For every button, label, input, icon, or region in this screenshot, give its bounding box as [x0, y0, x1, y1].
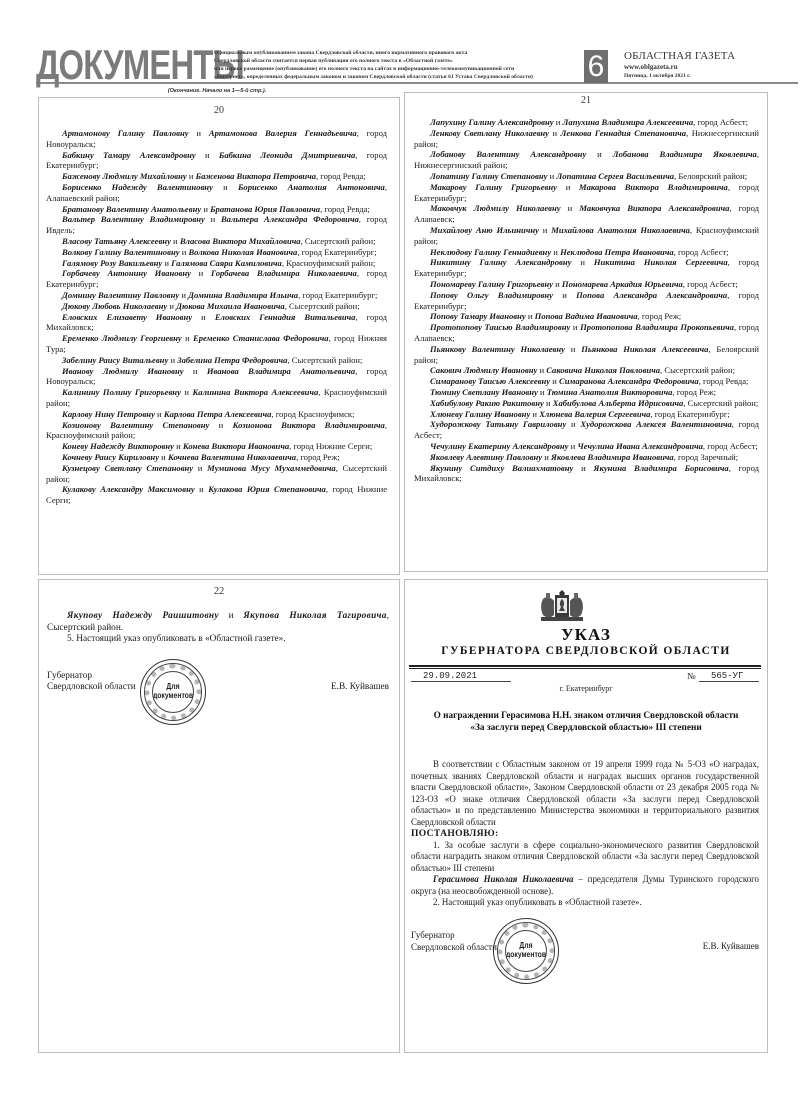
award-entry: Хлюневу Галину Ивановну и Хлюнева Валерия Сергеевича, город Екатеринбург; [430, 408, 730, 419]
signatory-title: Губернатор Свердловской области [411, 930, 497, 952]
decree-city: г. Екатеринбург [559, 684, 613, 693]
header-rule [409, 665, 761, 669]
award-entry: Чечулину Екатерину Александровну и Чечулина Ивана Александровича, город Асбест; [430, 440, 758, 451]
decree-word: ПОСТАНОВЛЯЮ: [411, 828, 499, 839]
newspaper-website: www.oblgazeta.ru [624, 63, 678, 71]
award-entry: Лобанову Валентину Александровну и Лобанова Владимира Яковлевича, Нижнесергинский район; [414, 149, 760, 171]
award-entry: Бабкину Тамару Александровну и Бабкина Леонида Дмитриевича, город Екатеринбург; [46, 149, 388, 171]
award-entry: Иванову Людмилу Ивановну и Иванова Владимира Анатольевича, город Новоуральск; [46, 365, 387, 387]
award-entry: Якупову Надежду Раишитовну и Якупова Николая Тагировича, Сысертский район. [47, 611, 389, 633]
continued-note: (Окончание. Начало на 1—5-й стр.). [167, 88, 267, 94]
award-entry: Тюмину Светлану Ивановну и Тюмина Анатолия Викторовича, город Реж; [430, 386, 716, 397]
award-entry: Баженову Людмилу Михайловну и Баженова Виктора Петровича, город Ревда; [62, 171, 366, 182]
official-stamp-icon: Для документов [493, 918, 559, 984]
award-entry: Вальтер Валентину Владимировну и Вальтера Александра Федоровича, город Ивдель; [46, 214, 388, 236]
award-entry: Неклюдову Галину Геннадиевну и Неклюдова Петра Ивановича, город Асбест; [430, 246, 729, 257]
award-entry: Сакович Людмилу Ивановну и Саковича Николая Павловича, Сысертский район; [430, 365, 735, 376]
newspaper-name: ОБЛАСТНАЯ ГАЗЕТА [624, 50, 736, 62]
section-title: ДОКУМЕНТЫ [36, 41, 244, 88]
decree-date: 29.09.2021 [411, 671, 511, 682]
issue-date: Пятница, 1 октября 2021 г. [624, 73, 691, 79]
award-entry: Еловских Елизавету Ивановну и Еловских Геннадия Витальевича, город Михайловск; [46, 311, 387, 333]
award-entry: Лапухину Галину Александровну и Лапухина Владимира Алексеевича, город Асбест; [430, 117, 749, 127]
signature-block [411, 930, 759, 1020]
number-label: № [687, 671, 696, 681]
award-entry: Козионову Валентину Степановну и Козионова Виктора Владимировича, Красноуфимский район; [46, 419, 387, 441]
award-entry: Попову Тамару Ивановну и Попова Вадима Ивановича, город Реж; [430, 311, 682, 322]
award-entry: Попову Ольгу Владимировну и Попова Александра Александровича, город Екатеринбург; [414, 289, 759, 311]
newspaper-brand [624, 50, 735, 79]
decree-title: УКАЗ [561, 625, 611, 644]
award-entry: Ленкову Светлану Николаевну и Ленкова Геннадия Степановича, Нижнесергинский район; [414, 127, 760, 149]
award-entry: Галямову Розу Вакильевну и Галямова Саяра Камиловича, Красноуфимский район; [62, 257, 376, 268]
clause-1: 1. За особые заслуги в сфере социально-экономического развития Свердловской области наградить знаком отличия Свердловской области «За заслуги перед Свердловской областью» III степени [411, 839, 759, 873]
page-number: 20 [214, 105, 224, 116]
decree-heading: О награждении Герасимова Н.Н. знаком отличия Свердловской области «За заслуги перед Свердловской областью» III степени [433, 711, 739, 733]
award-entry: Карлову Нину Петровну и Карлова Петра Алексеевича, город Красноуфимск; [62, 408, 355, 419]
award-entry: Якунину Ситдиху Валиахматовну и Якунина Владимира Борисовича, город Михайловск; [414, 462, 759, 484]
document-page-21 [404, 92, 768, 572]
decree-number: 565-УГ [699, 671, 759, 682]
award-entry: Кулакову Александру Максимовну и Кулакова Юрия Степановича, город Нижние Серги; [46, 484, 388, 506]
document-page-20 [38, 97, 400, 575]
award-entry: Братанову Валентину Анатольевну и Братанова Юрия Павловича, город Ревда; [62, 203, 370, 214]
page-number-badge: 6 [584, 50, 608, 83]
award-entry: Кузнецову Светлану Степановну и Муминова Мусу Мухаммедовича, Сысертский район; [46, 462, 387, 484]
award-entry: Волкову Галину Валентиновну и Волкова Николая Ивановича, город Екатеринбург; [62, 246, 377, 257]
award-entry: Яковлеву Алевтину Павловну и Яковлева Владимира Ивановича, город Заречный; [430, 451, 739, 462]
decree-body [411, 759, 759, 909]
award-entry: Михайлову Аню Ильиничну и Михайлова Анатолия Николаевича, Красноуфимский район; [414, 224, 759, 246]
document-page-22 [38, 579, 400, 1053]
award-entry: Пьянкову Валентину Николаевну и Пьянкова Николая Алексеевича, Белоярский район; [414, 343, 759, 365]
award-entry: Еременко Людмилу Георгиевну и Еременко Станислава Федоровича, город Нижняя Тура; [46, 333, 388, 354]
signatory-title: Губернатор Свердловской области [47, 670, 136, 692]
award-entry: Никитину Галину Александровну и Никитина Николая Сергеевича, город Екатеринбург; [414, 257, 759, 279]
page-22-body [39, 597, 399, 761]
award-entry: Артамонову Галину Павловну и Артамонова Валерия Геннадьевича, город Новоуральск; [46, 128, 387, 149]
page-number: 21 [581, 95, 591, 106]
award-entry: Протопопову Таисью Владимировну и Протопопова Владимира Прокопьевича, город Алапаевск; [414, 322, 760, 343]
signatory-name: Е.В. Куйвашев [702, 941, 759, 951]
award-entry: Власову Татьяну Алексеевну и Власова Виктора Михайловича, Сысертский район; [62, 235, 376, 246]
decree-subtitle: ГУБЕРНАТОРА СВЕРДЛОВСКОЙ ОБЛАСТИ [441, 645, 731, 657]
award-entry: Коневу Надежду Викторовну и Конева Виктора Ивановича, город Нижние Серги; [62, 441, 373, 452]
masthead [36, 41, 798, 88]
award-entry: Худорожкову Татьяну Гавриловну и Худорожкова Алексея Валентиновича, город Асбест; [414, 419, 759, 441]
award-entry: Макарову Галину Григорьевну и Макарова Виктора Владимировича, город Екатеринбург; [414, 181, 760, 203]
award-entry: Симаранову Таисью Алексеевну и Симаранова Александра Федоровича, город Ревда; [430, 376, 749, 387]
award-entry: Забелину Раису Витальевну и Забелина Петра Федоровича, Сысертский район; [62, 354, 363, 365]
official-stamp-icon: Для документов [140, 659, 206, 725]
award-entry: Борисенко Надежду Валентиновну и Борисенко Анатолия Антоновича, Алапаевский район; [46, 181, 387, 203]
clause-5: 5. Настоящий указ опубликовать в «Областной газете». [67, 634, 286, 644]
decree-document [404, 579, 768, 1053]
legal-notice: Официальным опубликованием закона Свердловской области, иного нормативного правового акта Свердловской области считается первая публикация его полного текста в «Областной газете» или первое размещение (опубликование) его полного текста на сайтах в информационно-телекоммуникационной сети «Интернет», определенных федеральным законом и законом Свердловской области (статья 61 Устава Свердловской области) [214, 50, 533, 80]
signature-block [47, 671, 389, 761]
coat-of-arms-icon [539, 589, 585, 623]
award-entry: Домнину Валентину Павловну и Домнина Владимира Ильича, город Екатеринбург; [62, 289, 378, 300]
preamble: В соответствии с Областным законом от 19 апреля 1999 года № 5-ОЗ «О наградах, почетных званиях Свердловской области и наградах высших органов государственной власти Свердловской области», Законом Свердловской области от 23 декабря 2005 года № 123-ОЗ «О знаке отличия Свердловской области «За заслуги перед Свердловской областью» и по представлению Министерства экономики и территориального развития Свердловской области [411, 759, 759, 827]
award-entry: Пономареву Галину Григорьевну и Пономарева Аркадия Юрьевича, город Асбест; [430, 278, 738, 289]
signatory-name: Е.В. Куйвашев [330, 681, 389, 692]
award-list [405, 117, 767, 484]
award-entry: Лопатину Галину Степановну и Лопатина Сергея Васильевича, Белоярский район; [430, 170, 748, 181]
award-list [39, 128, 399, 506]
awardee: Герасимова Николая Николаевича – председателя Думы Туринского городского округа (на неосвобожденной основе). [411, 874, 759, 896]
award-entry: Калинину Полину Григорьевну и Калинина Виктора Алексеевича, Красноуфимский район; [46, 387, 387, 408]
award-entry: Маковчук Людмилу Николаевну и Маковчука Виктора Александровича, город Алапаевск; [414, 203, 759, 225]
award-entry: Горбачеву Антонину Ивановну и Горбачева Владимира Николаевича, город Екатеринбург; [46, 268, 388, 290]
clause-2: 2. Настоящий указ опубликовать в «Областной газете». [433, 897, 642, 907]
page-number: 22 [213, 586, 225, 597]
award-entry: Кочневу Раису Кириловну и Кочнева Валентина Николаевича, город Реж; [62, 451, 340, 462]
award-entry: Хабибулову Ракию Ракитовну и Хабибулова Альберта Идрисовича, Сысертский район; [430, 397, 759, 408]
award-entry: Дюкову Любовь Николаевну и Дюкова Михаила Ивановича, Сысертский район; [62, 300, 360, 311]
